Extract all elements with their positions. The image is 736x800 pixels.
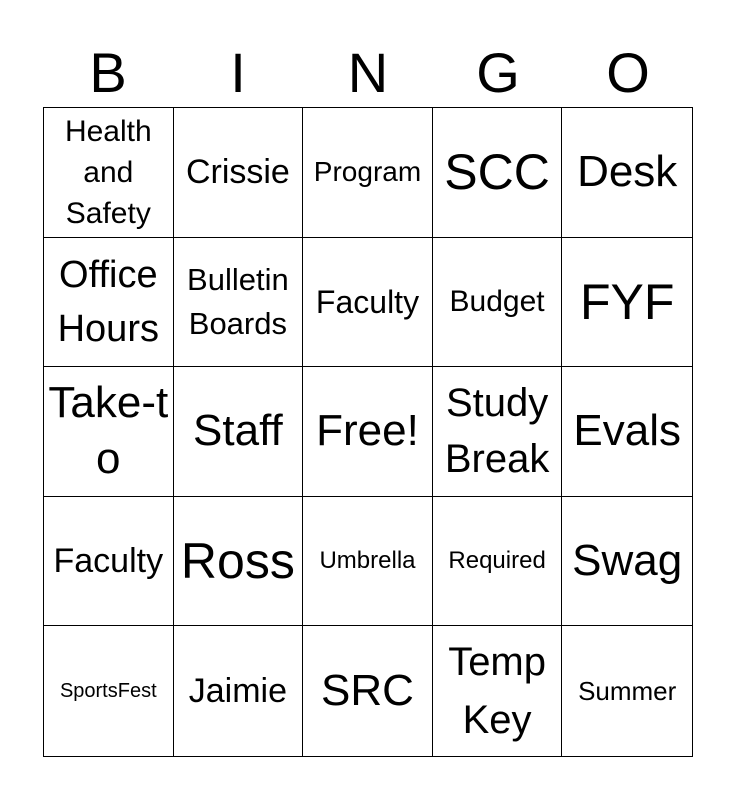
bingo-cell[interactable] bbox=[44, 367, 174, 497]
bingo-cell[interactable] bbox=[433, 238, 563, 368]
cell-label: Health and Safety bbox=[64, 114, 152, 230]
bingo-cell[interactable] bbox=[303, 367, 433, 497]
bingo-cell[interactable] bbox=[562, 108, 692, 238]
cell-label: Program bbox=[313, 156, 422, 188]
cell-label: Temp Key bbox=[448, 640, 546, 743]
bingo-cell[interactable] bbox=[433, 367, 563, 497]
header-letter-n: N bbox=[347, 41, 389, 104]
bingo-cell[interactable] bbox=[44, 238, 174, 368]
bingo-cell[interactable] bbox=[303, 497, 433, 627]
header-letter-o: O bbox=[606, 41, 650, 104]
cell-label: Required bbox=[448, 547, 546, 575]
cell-label: Desk bbox=[577, 147, 678, 197]
bingo-cell[interactable] bbox=[174, 238, 304, 368]
bingo-cell[interactable] bbox=[562, 238, 692, 368]
cell-label: Bulletin Boards bbox=[187, 261, 289, 341]
cell-label: Swag bbox=[572, 536, 683, 586]
bingo-board bbox=[43, 107, 693, 757]
cell-label: Summer bbox=[578, 676, 677, 707]
bingo-cell[interactable] bbox=[174, 497, 304, 627]
cell-label: Faculty bbox=[53, 542, 164, 581]
header-letter-i: I bbox=[230, 41, 246, 104]
bingo-cell[interactable] bbox=[433, 626, 563, 756]
bingo-cell[interactable] bbox=[44, 497, 174, 627]
cell-label: SportsFest bbox=[59, 680, 157, 703]
bingo-cell[interactable] bbox=[562, 367, 692, 497]
cell-label: Office Hours bbox=[57, 253, 159, 350]
cell-label: Faculty bbox=[315, 283, 420, 320]
cell-label: FYF bbox=[579, 273, 675, 330]
cell-label: Budget bbox=[449, 284, 545, 318]
cell-label: Umbrella bbox=[319, 547, 416, 575]
cell-label: Free! bbox=[316, 406, 419, 456]
cell-label: Take-to bbox=[48, 378, 169, 484]
bingo-cell[interactable] bbox=[174, 367, 304, 497]
header-letter-g: G bbox=[476, 41, 520, 104]
bingo-cell[interactable] bbox=[303, 626, 433, 756]
bingo-cell[interactable] bbox=[562, 497, 692, 627]
bingo-cell[interactable] bbox=[562, 626, 692, 756]
cell-label: Study Break bbox=[444, 381, 550, 482]
bingo-cell[interactable] bbox=[44, 626, 174, 756]
bingo-cell[interactable] bbox=[303, 108, 433, 238]
cell-label: Ross bbox=[180, 533, 295, 590]
cell-label: SCC bbox=[444, 144, 550, 201]
cell-label: Crissie bbox=[185, 153, 290, 192]
bingo-cell[interactable] bbox=[433, 108, 563, 238]
header-letter-b: B bbox=[89, 41, 127, 104]
bingo-cell[interactable] bbox=[44, 108, 174, 238]
bingo-cell[interactable] bbox=[433, 497, 563, 627]
cell-label: Evals bbox=[573, 406, 681, 456]
bingo-cell[interactable] bbox=[303, 238, 433, 368]
bingo-cell[interactable] bbox=[174, 108, 304, 238]
cell-label: Jaimie bbox=[188, 672, 288, 711]
bingo-cell[interactable] bbox=[174, 626, 304, 756]
bingo-header bbox=[43, 38, 693, 108]
cell-label: SRC bbox=[321, 666, 414, 716]
cell-label: Staff bbox=[193, 406, 283, 456]
